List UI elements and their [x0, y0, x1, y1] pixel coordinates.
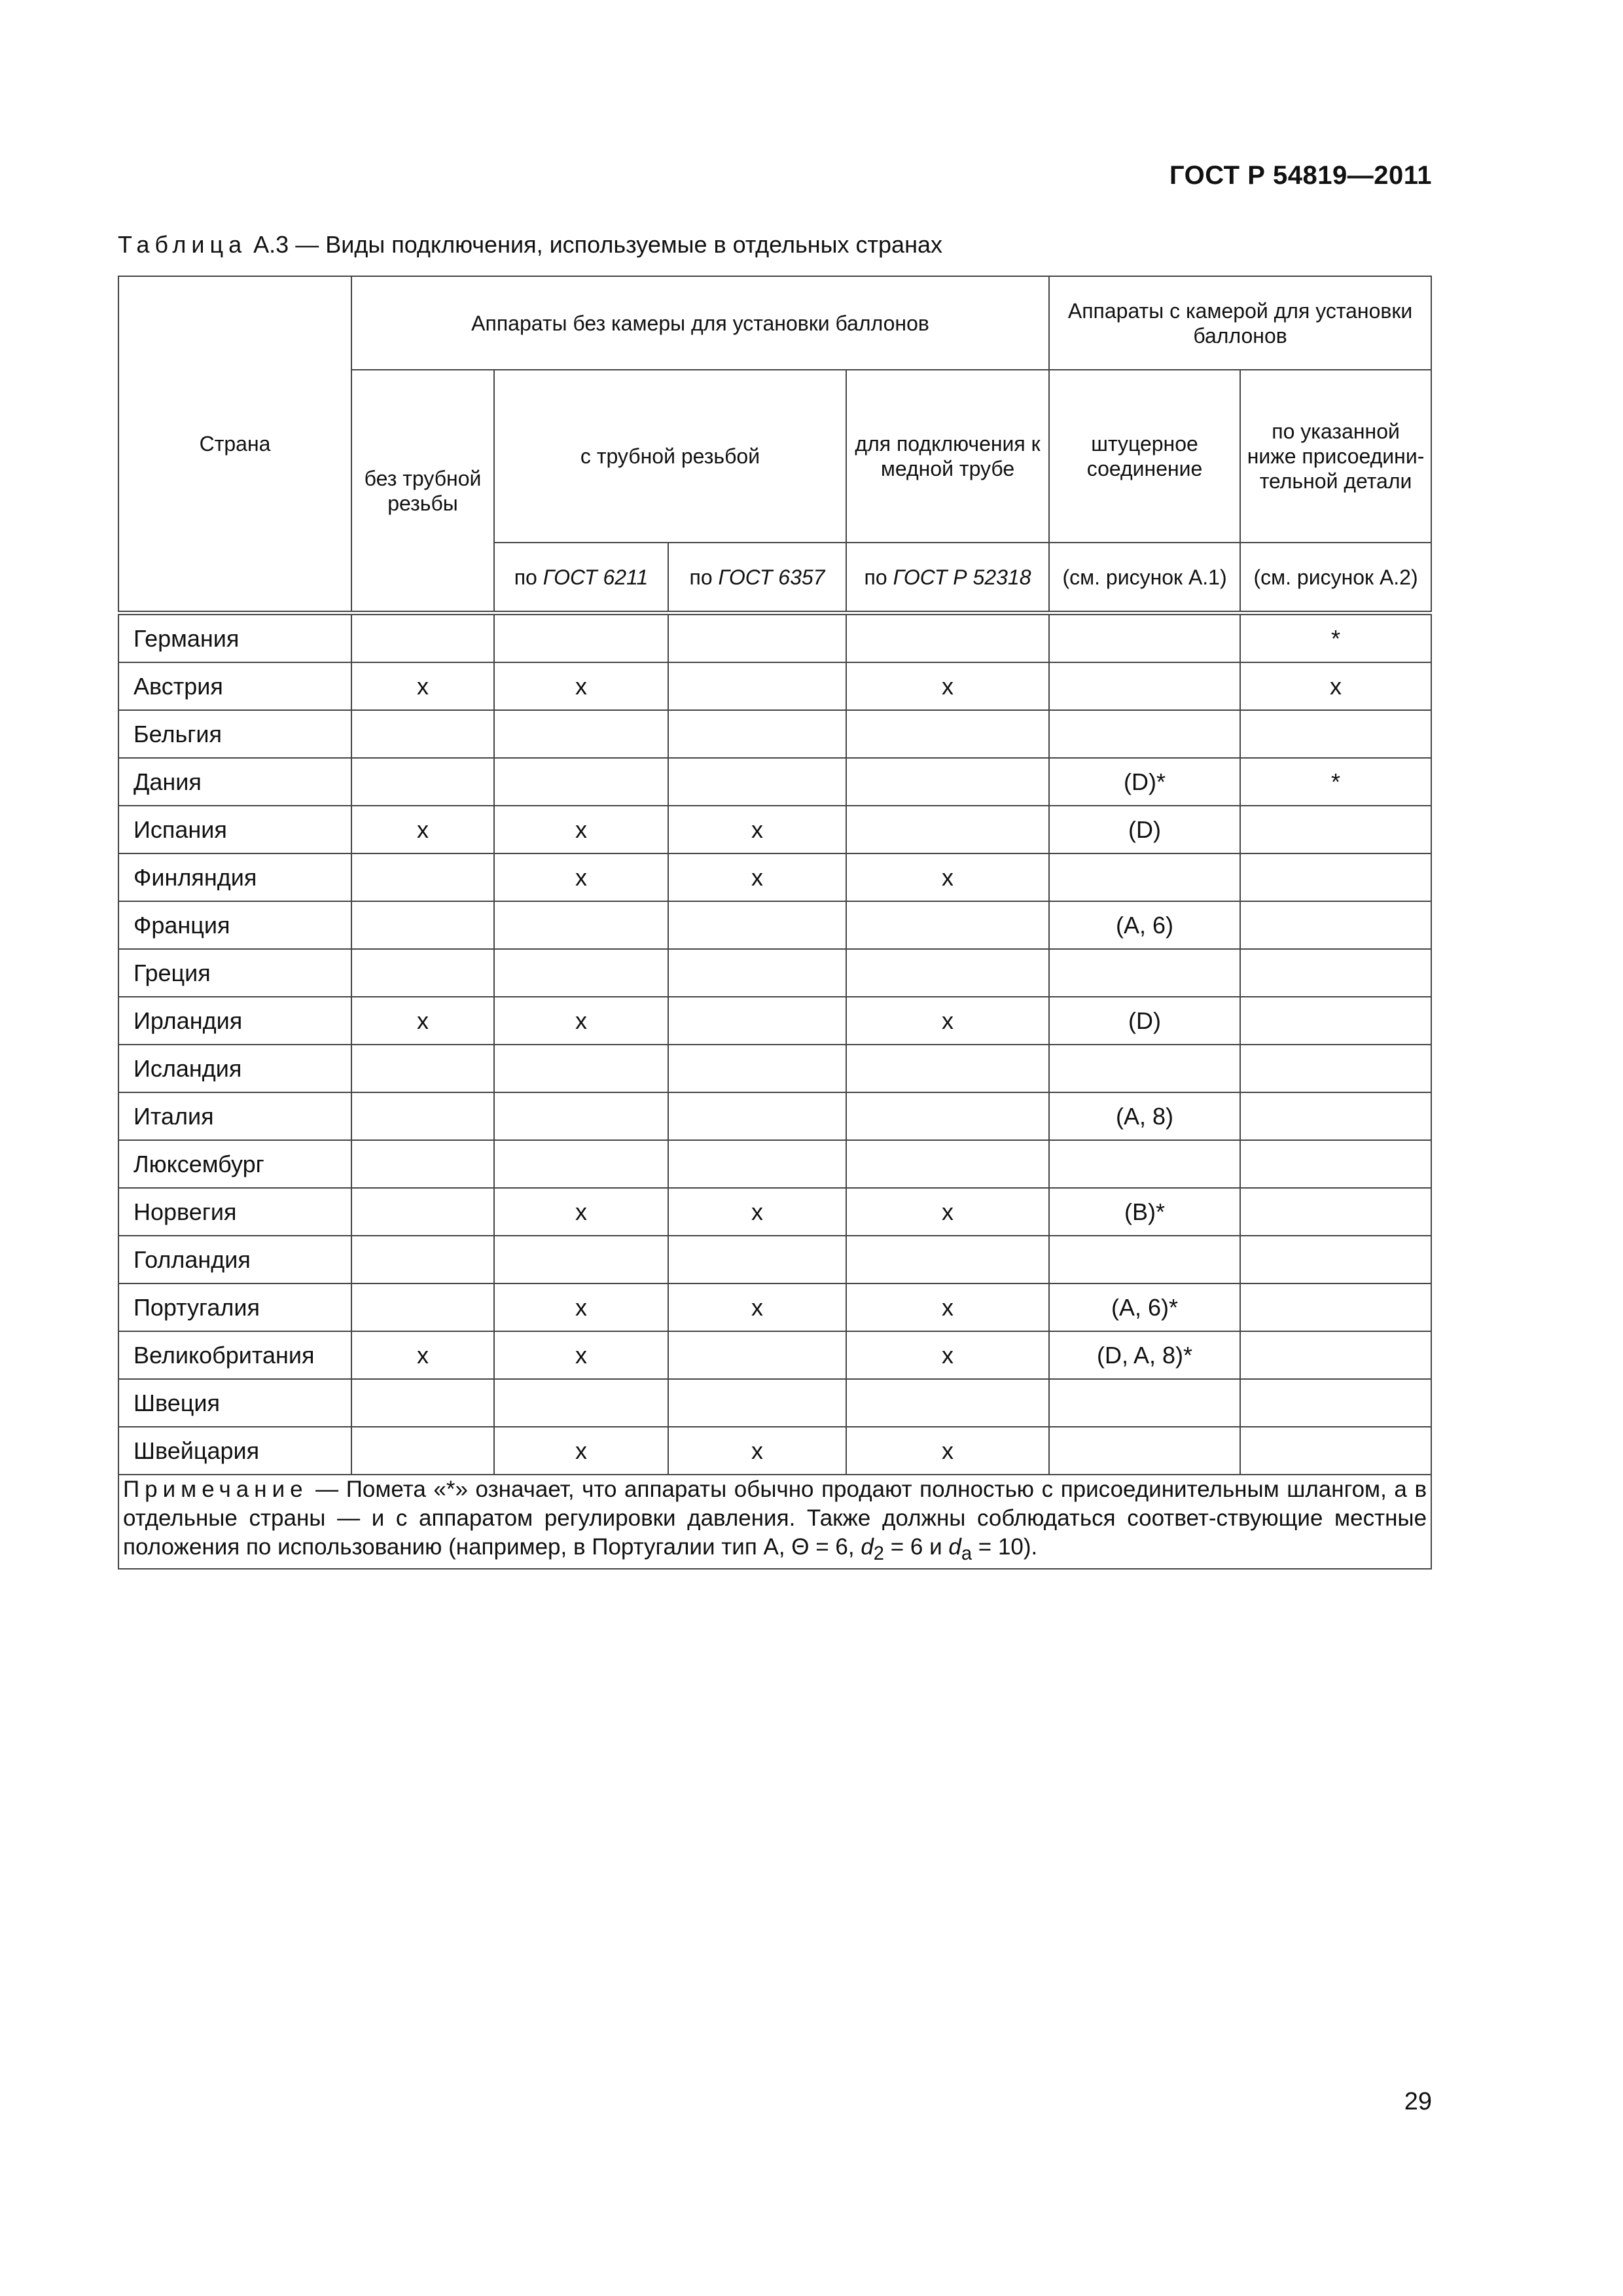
gost-6211-cell: x [494, 1427, 668, 1475]
copper-pipe-cell [846, 710, 1049, 758]
document-id: ГОСТ Р 54819—2011 [1169, 161, 1432, 190]
copper-pipe-cell [846, 1140, 1049, 1188]
country-cell: Австрия [118, 662, 351, 710]
no-thread-cell [351, 758, 494, 806]
gost-6357-cell [668, 949, 846, 997]
specified-part-cell [1240, 1236, 1431, 1283]
no-thread-cell [351, 1236, 494, 1283]
gost-6211-cell: x [494, 1283, 668, 1331]
country-cell: Испания [118, 806, 351, 853]
table-row [118, 949, 1431, 997]
copper-pipe-cell [846, 1379, 1049, 1427]
country-cell: Швеция [118, 1379, 351, 1427]
header-figure-a2: (см. рисунок А.2) [1240, 543, 1431, 613]
no-thread-cell [351, 1092, 494, 1140]
table-row [118, 1188, 1431, 1236]
copper-pipe-cell [846, 901, 1049, 949]
gost-6357-cell: x [668, 806, 846, 853]
gost-6357-cell [668, 1331, 846, 1379]
no-thread-cell [351, 710, 494, 758]
copper-pipe-cell: x [846, 997, 1049, 1045]
gost-6211-cell [494, 613, 668, 663]
fitting-cell [1049, 710, 1240, 758]
specified-part-cell [1240, 1045, 1431, 1092]
specified-part-cell [1240, 710, 1431, 758]
table-row [118, 1236, 1431, 1283]
table-row [118, 1140, 1431, 1188]
copper-pipe-cell: x [846, 1331, 1049, 1379]
fitting-cell [1049, 1045, 1240, 1092]
header-fitting: штуцерное соединение [1049, 370, 1240, 543]
specified-part-cell: * [1240, 613, 1431, 663]
header-gost-6357-std: ГОСТ 6357 [718, 565, 825, 589]
no-thread-cell: x [351, 662, 494, 710]
header-no-thread: без трубной резьбы [351, 370, 494, 613]
country-cell: Люксембург [118, 1140, 351, 1188]
country-cell: Германия [118, 613, 351, 663]
gost-6357-cell [668, 997, 846, 1045]
note-text-2: = 6 и [884, 1534, 949, 1560]
gost-6211-cell [494, 901, 668, 949]
gost-6211-cell [494, 1092, 668, 1140]
fitting-cell [1049, 1379, 1240, 1427]
copper-pipe-cell: x [846, 1188, 1049, 1236]
no-thread-cell [351, 949, 494, 997]
gost-6211-cell [494, 949, 668, 997]
table-row [118, 853, 1431, 901]
gost-6211-cell [494, 1045, 668, 1092]
copper-pipe-cell: x [846, 853, 1049, 901]
copper-pipe-cell [846, 1045, 1049, 1092]
specified-part-cell [1240, 1092, 1431, 1140]
no-thread-cell [351, 1188, 494, 1236]
connections-table [118, 276, 1432, 1570]
table-row [118, 997, 1431, 1045]
fitting-cell: (A, 6)* [1049, 1283, 1240, 1331]
gost-6211-cell [494, 1140, 668, 1188]
header-group-no-chamber: Аппараты без камеры для установки баллонов [351, 276, 1049, 370]
gost-6357-cell [668, 613, 846, 663]
fitting-cell [1049, 1236, 1240, 1283]
fitting-cell [1049, 1427, 1240, 1475]
header-gost-6357-prefix: по [689, 565, 719, 589]
gost-6211-cell [494, 710, 668, 758]
header-gost-52318-prefix: по [864, 565, 893, 589]
table-caption-text: А.3 — Виды подключения, используемые в отдельных странах [247, 231, 942, 258]
note-text-3: = 10). [972, 1534, 1038, 1560]
specified-part-cell [1240, 1379, 1431, 1427]
no-thread-cell [351, 853, 494, 901]
specified-part-cell [1240, 997, 1431, 1045]
header-gost-52318-std: ГОСТ Р 52318 [893, 565, 1031, 589]
fitting-cell: (D) [1049, 997, 1240, 1045]
gost-6357-cell [668, 1092, 846, 1140]
gost-6211-cell: x [494, 1331, 668, 1379]
no-thread-cell [351, 613, 494, 663]
country-cell: Греция [118, 949, 351, 997]
gost-6357-cell [668, 1140, 846, 1188]
header-gost-6357 [668, 543, 846, 613]
copper-pipe-cell: x [846, 1427, 1049, 1475]
gost-6211-cell: x [494, 853, 668, 901]
specified-part-cell [1240, 949, 1431, 997]
fitting-cell [1049, 662, 1240, 710]
note-d2-sub: 2 [873, 1543, 885, 1564]
fitting-cell: (D) [1049, 806, 1240, 853]
gost-6357-cell [668, 1379, 846, 1427]
no-thread-cell [351, 1427, 494, 1475]
table-row [118, 662, 1431, 710]
gost-6211-cell [494, 1379, 668, 1427]
gost-6357-cell: x [668, 853, 846, 901]
table-row [118, 613, 1431, 663]
table-caption-label: Таблица [118, 231, 247, 258]
gost-6211-cell [494, 1236, 668, 1283]
gost-6357-cell: x [668, 1188, 846, 1236]
country-cell: Италия [118, 1092, 351, 1140]
gost-6357-cell: x [668, 1283, 846, 1331]
country-cell: Швейцария [118, 1427, 351, 1475]
table-body [118, 613, 1431, 1475]
table-row [118, 1379, 1431, 1427]
header-with-thread: с трубной резьбой [494, 370, 846, 543]
country-cell: Великобритания [118, 1331, 351, 1379]
note-da-sub: a [961, 1543, 972, 1564]
copper-pipe-cell [846, 949, 1049, 997]
country-cell: Бельгия [118, 710, 351, 758]
header-copper-pipe: для подключения к медной трубе [846, 370, 1049, 543]
specified-part-cell [1240, 1283, 1431, 1331]
country-cell: Исландия [118, 1045, 351, 1092]
table-row [118, 901, 1431, 949]
fitting-cell [1049, 1140, 1240, 1188]
gost-6211-cell: x [494, 1188, 668, 1236]
gost-6357-cell [668, 1236, 846, 1283]
no-thread-cell [351, 1045, 494, 1092]
country-cell: Норвегия [118, 1188, 351, 1236]
header-gost-6211-prefix: по [514, 565, 543, 589]
country-cell: Голландия [118, 1236, 351, 1283]
fitting-cell [1049, 949, 1240, 997]
fitting-cell: (A, 8) [1049, 1092, 1240, 1140]
gost-6211-cell: x [494, 806, 668, 853]
specified-part-cell [1240, 901, 1431, 949]
note-text-1: — Помета «*» означает, что аппараты обычно продают полностью с присоединительным шлангом, а в отдельные страны — и с аппаратом регулировки давления. Также должны соблюдаться соответ-ствующие местные положения по использованию (например, в Португалии тип А, Θ = 6, [123, 1477, 1427, 1560]
fitting-cell: (D, A, 8)* [1049, 1331, 1240, 1379]
specified-part-cell [1240, 1331, 1431, 1379]
table-row [118, 806, 1431, 853]
header-gost-52318 [846, 543, 1049, 613]
table-row [118, 1283, 1431, 1331]
fitting-cell [1049, 853, 1240, 901]
header-group-chamber: Аппараты с камерой для установки баллонов [1049, 276, 1431, 370]
copper-pipe-cell [846, 806, 1049, 853]
fitting-cell: (A, 6) [1049, 901, 1240, 949]
gost-6357-cell [668, 1045, 846, 1092]
note-da-base: d [948, 1534, 961, 1560]
note-d2-base: d [861, 1534, 874, 1560]
copper-pipe-cell [846, 1092, 1049, 1140]
specified-part-cell: x [1240, 662, 1431, 710]
copper-pipe-cell [846, 1236, 1049, 1283]
country-cell: Дания [118, 758, 351, 806]
fitting-cell: (D)* [1049, 758, 1240, 806]
specified-part-cell [1240, 853, 1431, 901]
table-row [118, 1092, 1431, 1140]
header-figure-a1: (см. рисунок А.1) [1049, 543, 1240, 613]
copper-pipe-cell [846, 613, 1049, 663]
country-cell: Португалия [118, 1283, 351, 1331]
table-row [118, 758, 1431, 806]
table-caption [118, 231, 942, 259]
gost-6357-cell: x [668, 1427, 846, 1475]
header-specified-part: по указанной ниже присоедини-тельной детали [1240, 370, 1431, 543]
fitting-cell: (B)* [1049, 1188, 1240, 1236]
country-cell: Франция [118, 901, 351, 949]
table-note [118, 1475, 1431, 1569]
gost-6211-cell [494, 758, 668, 806]
gost-6211-cell: x [494, 662, 668, 710]
no-thread-cell: x [351, 1331, 494, 1379]
table-row [118, 1331, 1431, 1379]
no-thread-cell: x [351, 997, 494, 1045]
table-row [118, 710, 1431, 758]
header-gost-6211-std: ГОСТ 6211 [543, 565, 649, 589]
specified-part-cell [1240, 806, 1431, 853]
fitting-cell [1049, 613, 1240, 663]
page-number: 29 [1404, 2088, 1432, 2115]
specified-part-cell [1240, 1427, 1431, 1475]
no-thread-cell [351, 1140, 494, 1188]
copper-pipe-cell: x [846, 1283, 1049, 1331]
table-row [118, 1045, 1431, 1092]
country-cell: Ирландия [118, 997, 351, 1045]
specified-part-cell: * [1240, 758, 1431, 806]
gost-6211-cell: x [494, 997, 668, 1045]
no-thread-cell [351, 1379, 494, 1427]
header-gost-6211 [494, 543, 668, 613]
copper-pipe-cell [846, 758, 1049, 806]
country-cell: Финляндия [118, 853, 351, 901]
header-country: Страна [118, 276, 351, 613]
gost-6357-cell [668, 710, 846, 758]
copper-pipe-cell: x [846, 662, 1049, 710]
no-thread-cell: x [351, 806, 494, 853]
gost-6357-cell [668, 758, 846, 806]
no-thread-cell [351, 1283, 494, 1331]
specified-part-cell [1240, 1188, 1431, 1236]
table-row [118, 1427, 1431, 1475]
gost-6357-cell [668, 901, 846, 949]
gost-6357-cell [668, 662, 846, 710]
no-thread-cell [351, 901, 494, 949]
specified-part-cell [1240, 1140, 1431, 1188]
note-label: Примечание [123, 1477, 308, 1502]
